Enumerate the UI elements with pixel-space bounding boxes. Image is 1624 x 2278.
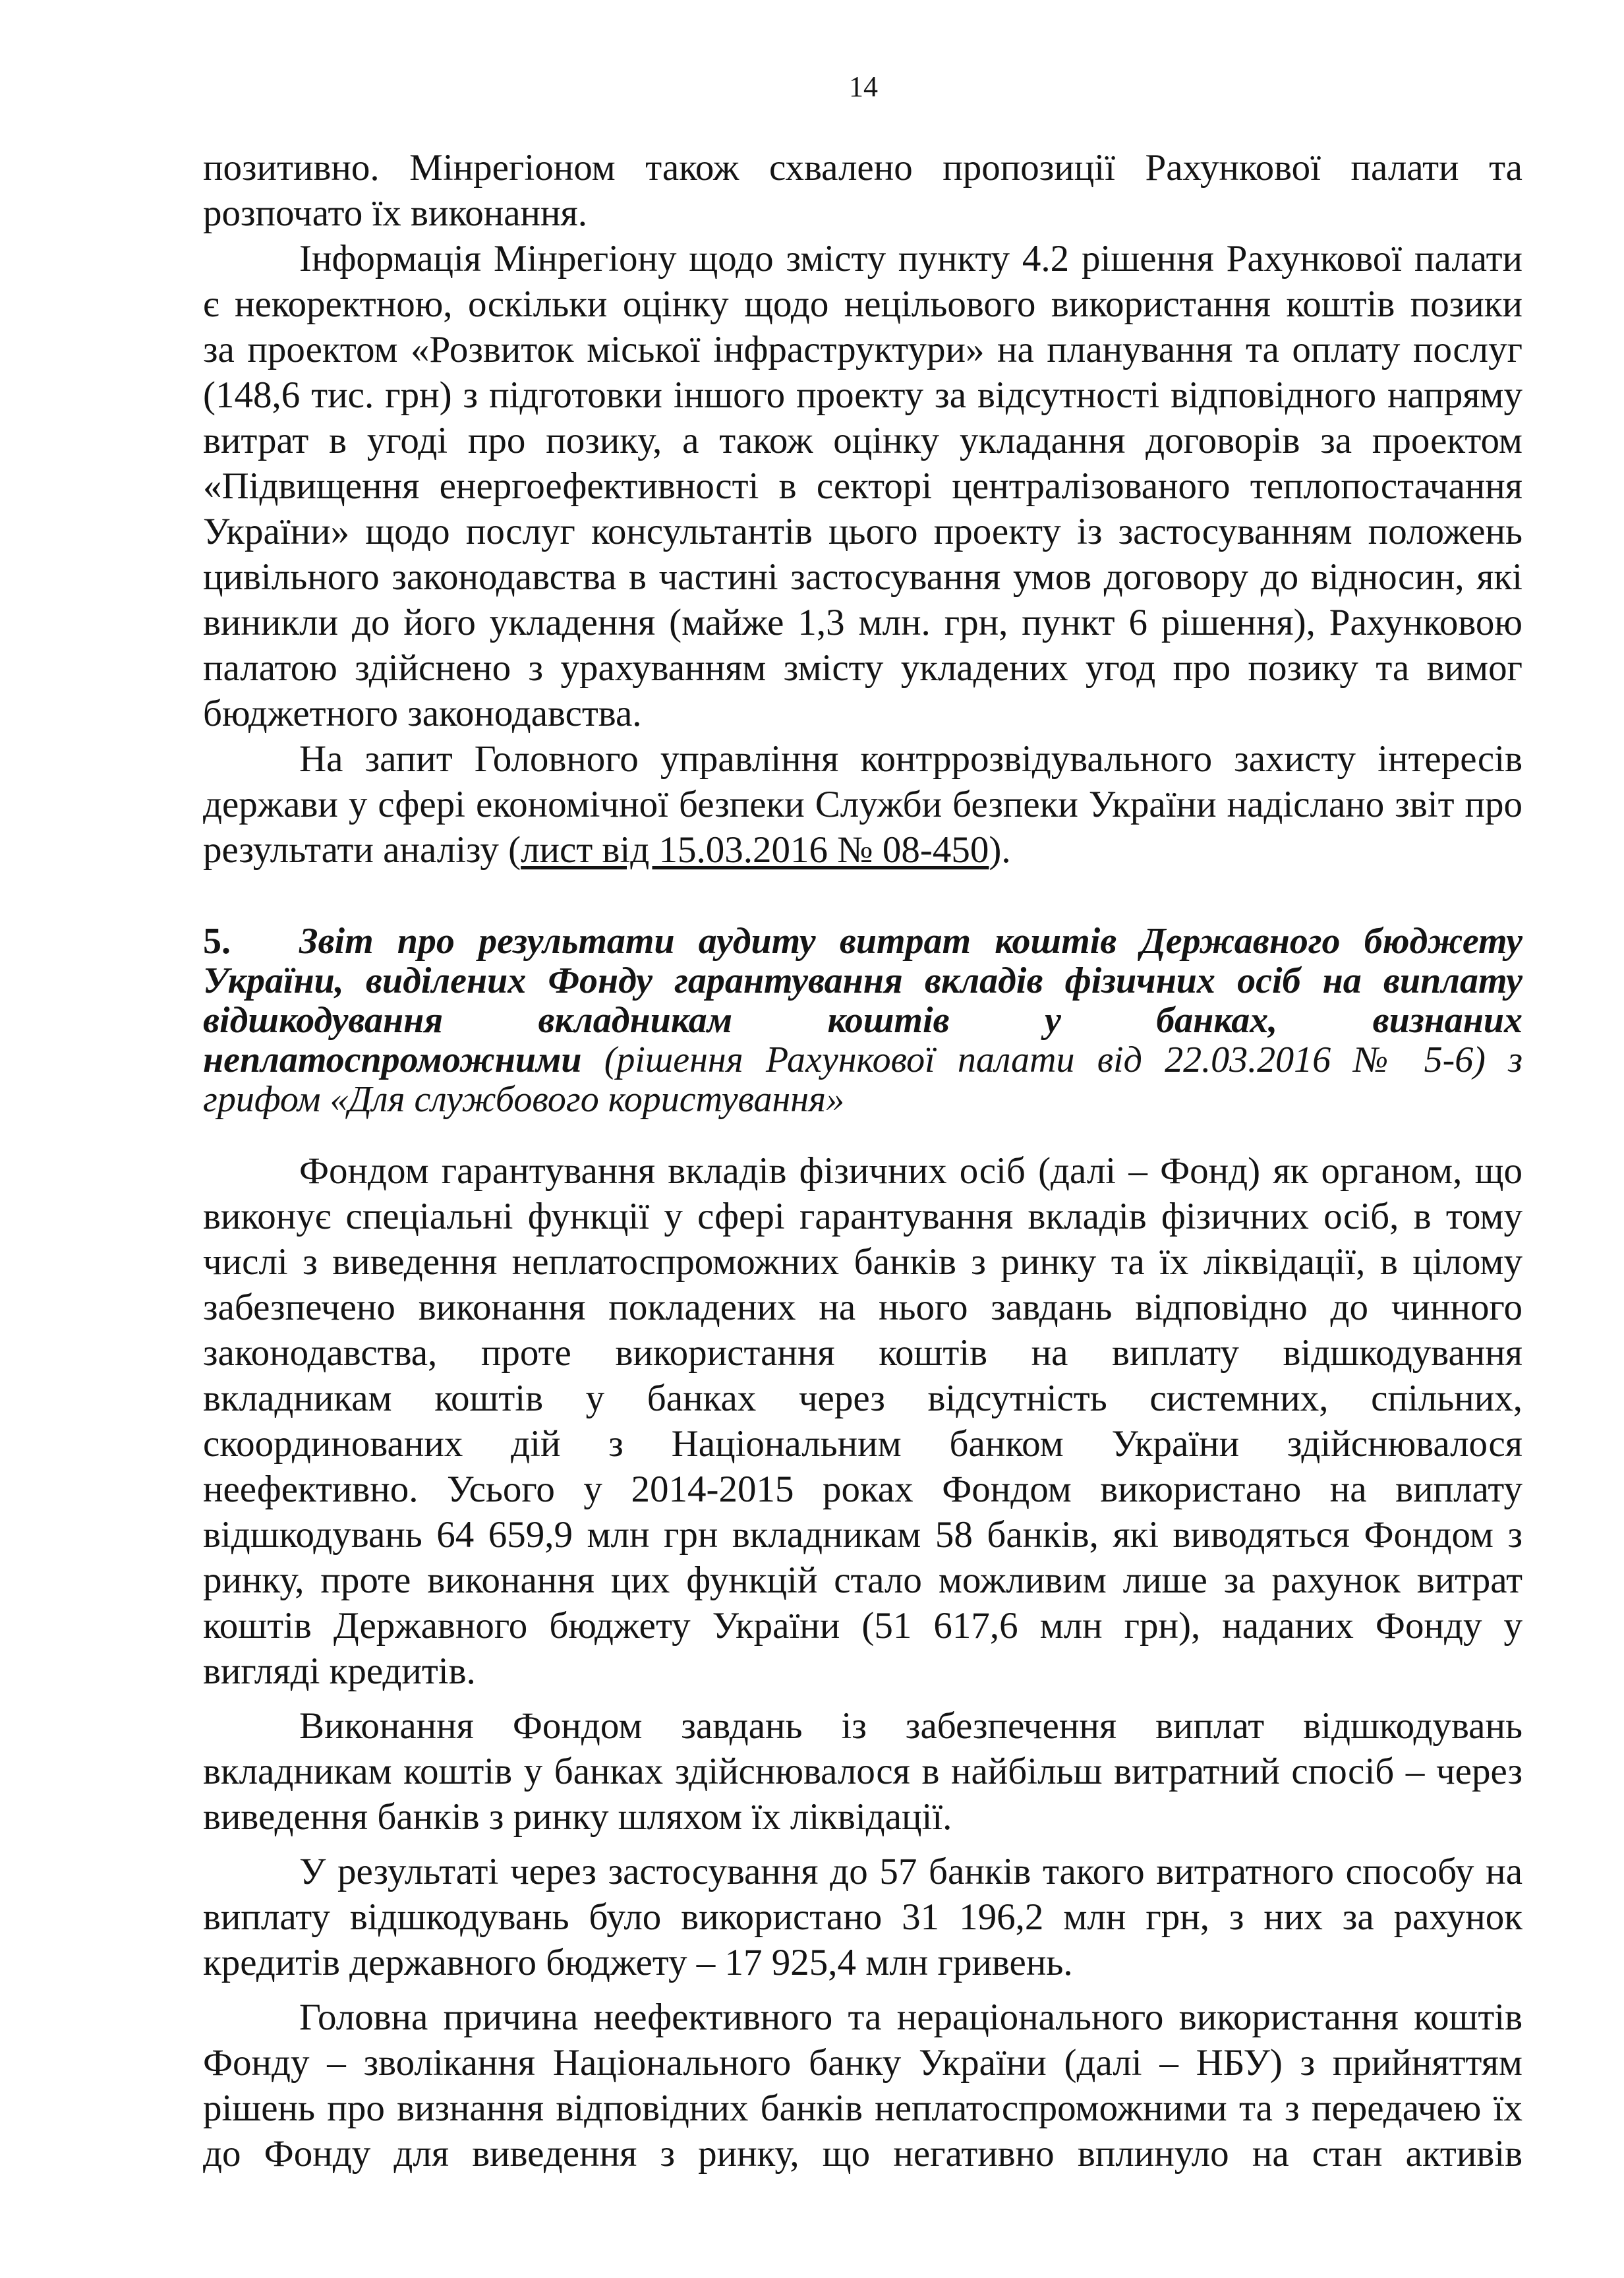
section-title-part: неплатоспроможними: [203, 1039, 582, 1080]
paragraph-line: держави у сфері економічної безпеки Служби безпеки України надіслано звіт про: [203, 784, 1522, 825]
paragraph-line: «Підвищення енергоефективності в секторі централізованого теплопостачання: [203, 465, 1522, 507]
paragraph-line: витрат в угоді про позику, а також оцінку укладання договорів за проектом: [203, 420, 1522, 461]
decision-reference: (рішення Рахункової палати від 22.03.2016 № 5-6) з: [581, 1039, 1522, 1080]
paragraph-line: України» щодо послуг консультантів цього проекту із застосуванням положень: [203, 511, 1522, 552]
section-number: 5.: [203, 921, 231, 962]
paragraph-line: цивільного законодавства в частині застосування умов договору до відносин, які: [203, 556, 1522, 598]
paragraph-line: кредитів державного бюджету – 17 925,4 млн гривень.: [203, 1942, 1073, 1983]
section-heading-line: [203, 1040, 1522, 1080]
paragraph-line: за проектом «Розвиток міської інфраструктури» на планування та оплату послуг: [203, 329, 1522, 370]
page-number: 14: [849, 71, 878, 103]
paragraph-line: палатою здійснено з урахуванням змісту укладених угод про позику та вимог: [203, 647, 1522, 689]
paragraph-line: є некоректною, оскільки оцінку щодо нецільового використання коштів позики: [203, 283, 1522, 325]
classification-mark: грифом «Для службового користування»: [203, 1079, 845, 1120]
paragraph-line: Виконання Фондом завдань із забезпечення виплат відшкодувань: [299, 1705, 1522, 1747]
paragraph-line: неефективно. Усього у 2014-2015 роках Фондом використано на виплату: [203, 1469, 1522, 1510]
paragraph-line: бюджетного законодавства.: [203, 693, 642, 734]
paragraph-line: Фонду – зволікання Національного банку України (далі – НБУ) з прийняттям: [203, 2042, 1522, 2084]
paragraph-line: Головна причина неефективного та нераціонального використання коштів: [299, 1997, 1522, 2038]
paragraph-line: виникли до його укладення (майже 1,3 млн. грн, пункт 6 рішення), Рахунковою: [203, 602, 1522, 643]
paragraph-line: На запит Головного управління контррозвідувального захисту інтересів: [299, 738, 1522, 780]
analysis-text-end: ).: [989, 829, 1011, 871]
paragraph-line: ринку, проте виконання цих функцій стало можливим лише за рахунок витрат: [203, 1560, 1522, 1601]
paragraph-line: числі з виведення неплатоспроможних банків з ринку та їх ліквідації, в цілому: [203, 1241, 1522, 1283]
section-title-part: Звіт про результати аудиту витрат коштів Державного бюджету: [299, 921, 1522, 962]
paragraph-line: [203, 827, 1522, 873]
section-heading-line: відшкодування вкладникам коштів у банках, визнаних: [203, 1000, 1522, 1041]
section-heading-line: України, виділених Фонду гарантування вкладів фізичних осіб на виплату: [203, 960, 1522, 1001]
paragraph-line: У результаті через застосування до 57 банків такого витратного способу на: [299, 1851, 1522, 1892]
paragraph-line: вкладникам коштів у банках здійснювалося в найбільш витратний спосіб – через: [203, 1751, 1522, 1792]
section-heading-line: [203, 921, 1522, 961]
paragraph-line: коштів Державного бюджету України (51 617,6 млн грн), наданих Фонду у: [203, 1605, 1522, 1647]
paragraph-line: рішень про визнання відповідних банків неплатоспроможними та з передачею їх: [203, 2088, 1522, 2129]
paragraph-line: відшкодувань 64 659,9 млн грн вкладникам 58 банків, які виводяться Фондом з: [203, 1514, 1522, 1556]
analysis-text: результати аналізу (: [203, 829, 521, 871]
paragraph-line: законодавства, проте використання коштів на виплату відшкодування: [203, 1332, 1522, 1374]
letter-reference-link[interactable]: лист від 15.03.2016 № 08-450: [521, 829, 989, 871]
paragraph-line: вкладникам коштів у банках через відсутність системних, спільних,: [203, 1378, 1522, 1419]
paragraph-line: вигляді кредитів.: [203, 1650, 476, 1692]
paragraph-line: до Фонду для виведення з ринку, що негативно вплинуло на стан активів: [203, 2133, 1522, 2175]
paragraph-line: виплату відшкодувань було використано 31 196,2 млн грн, з них за рахунок: [203, 1896, 1522, 1938]
paragraph-line: забезпечено виконання покладених на нього завдань відповідно до чинного: [203, 1287, 1522, 1328]
paragraph-line: Інформація Мінрегіону щодо змісту пункту 4.2 рішення Рахункової палати: [299, 238, 1522, 279]
paragraph-line: позитивно. Мінрегіоном також схвалено пропозиції Рахункової палати та: [203, 147, 1522, 189]
paragraph-line: (148,6 тис. грн) з підготовки іншого проекту за відсутності відповідного напряму: [203, 374, 1522, 416]
paragraph-line: розпочато їх виконання.: [203, 192, 588, 234]
paragraph-line: скоординованих дій з Національним банком України здійснювалося: [203, 1423, 1522, 1465]
paragraph-line: виведення банків з ринку шляхом їх ліквідації.: [203, 1796, 952, 1838]
paragraph-line: виконує спеціальні функції у сфері гарантування вкладів фізичних осіб, в тому: [203, 1196, 1522, 1237]
paragraph-line: Фондом гарантування вкладів фізичних осіб (далі – Фонд) як органом, що: [299, 1150, 1522, 1192]
